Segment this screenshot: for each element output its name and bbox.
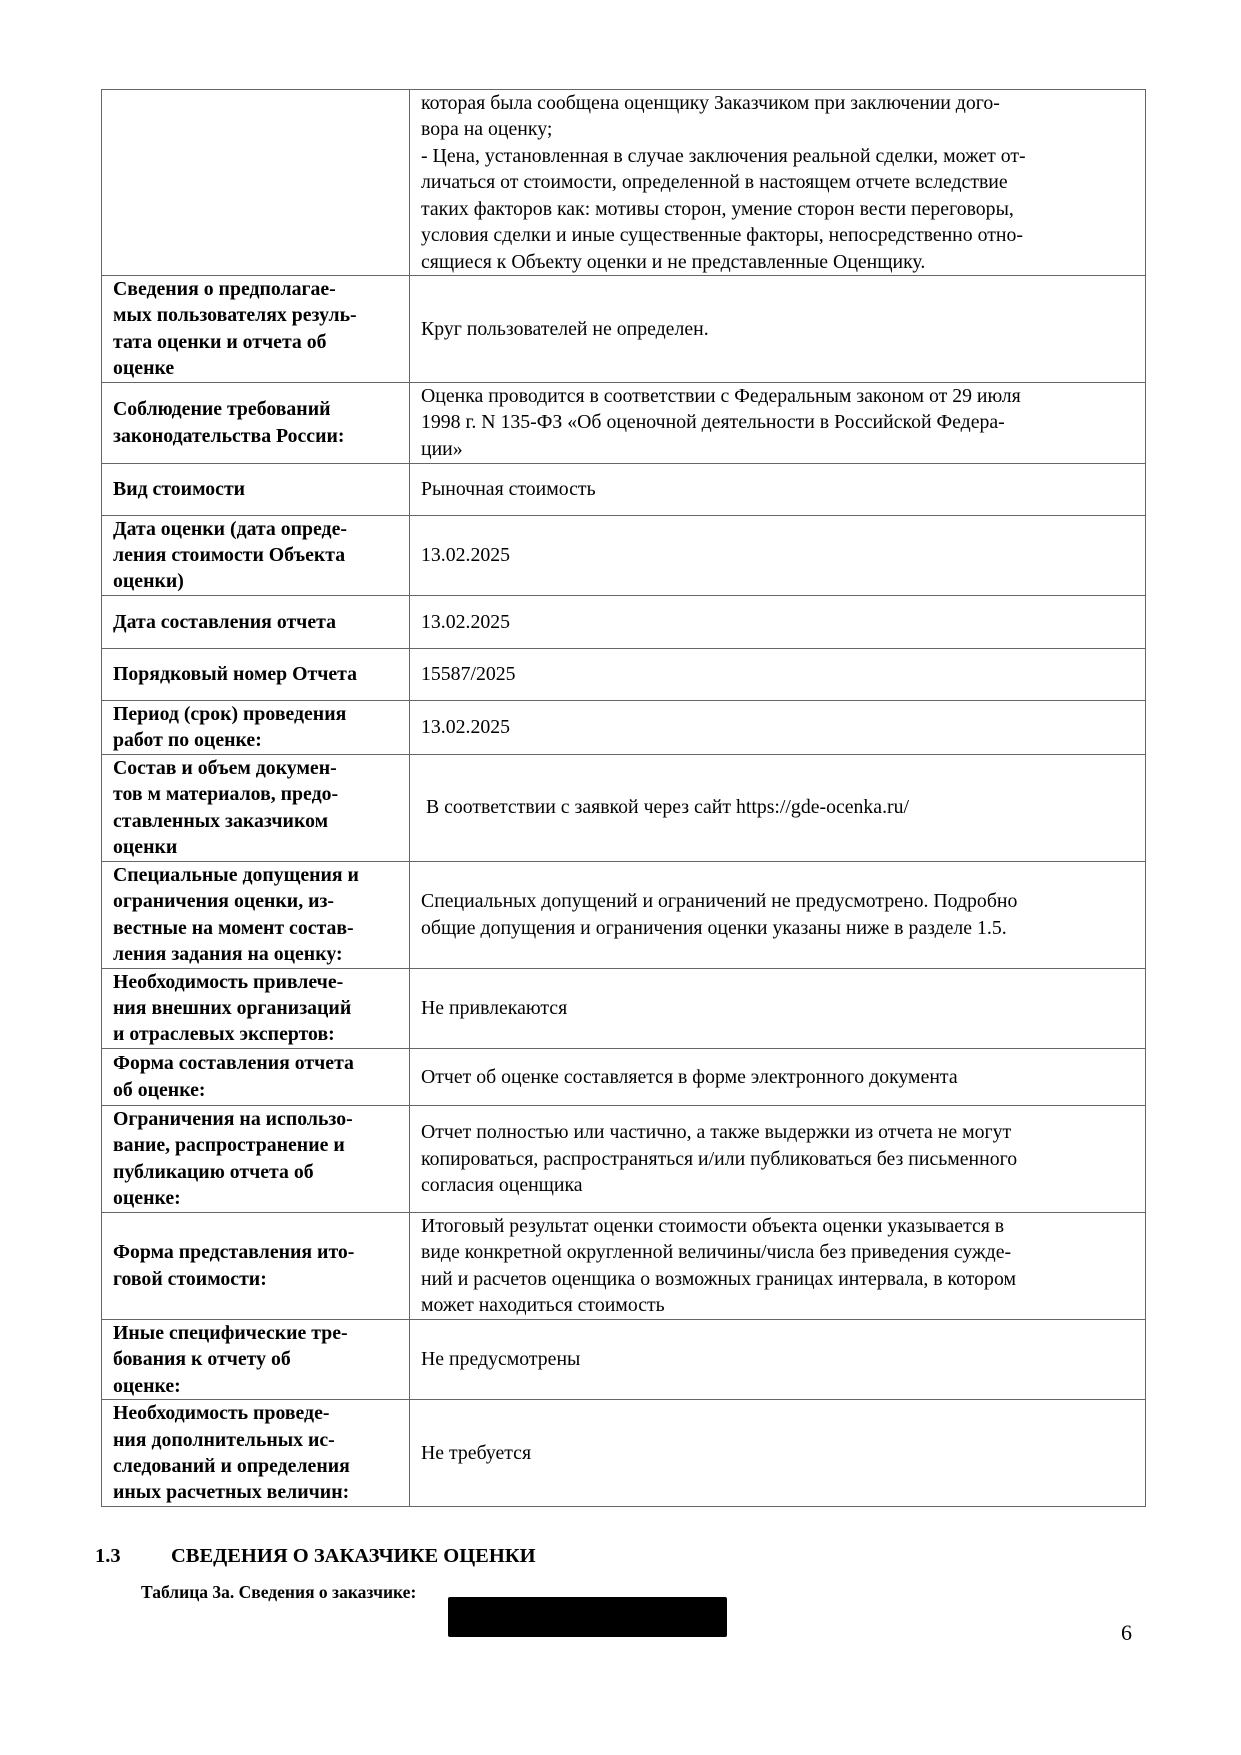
row-value: [410, 1319, 1146, 1399]
value-line: 13.02.2025: [421, 544, 511, 567]
label-line: иных расчетных величин:: [113, 1481, 350, 1504]
label-line: мых пользователях резуль-: [113, 304, 357, 327]
value-line: Итоговый результат оценки стоимости объекта оценки указывается в: [421, 1215, 1005, 1238]
value-line: В соответствии с заявкой через сайт https://gde-ocenka.ru/: [421, 796, 910, 819]
value-line: личаться от стоимости, определенной в настоящем отчете вследствие: [421, 171, 1008, 194]
label-line: работ по оценке:: [113, 729, 262, 752]
value-line: Не привлекаются: [421, 997, 568, 1020]
label-line: бования к отчету об: [113, 1348, 291, 1371]
label-line: Дата оценки (дата опреде-: [113, 517, 347, 540]
label-line: публикацию отчета об: [113, 1160, 314, 1183]
value-line: 1998 г. N 135-ФЗ «Об оценочной деятельности в Российской Федера-: [421, 411, 1005, 434]
label-line: Дата составления отчета: [113, 610, 336, 633]
table-row: [102, 276, 1146, 383]
table-row: [102, 754, 1146, 861]
row-label: [102, 1400, 410, 1507]
value-line: Не требуется: [421, 1441, 532, 1464]
table-row: [102, 1048, 1146, 1105]
label-line: оценке:: [113, 1374, 181, 1397]
label-line: ления задания на оценку:: [113, 943, 343, 966]
label-line: об оценке:: [113, 1078, 206, 1101]
row-label: [102, 700, 410, 754]
row-label: [102, 515, 410, 595]
label-line: говой стоимости:: [113, 1267, 267, 1290]
label-line: оценке:: [113, 1187, 181, 1210]
row-value: [410, 1212, 1146, 1319]
value-line: 13.02.2025: [421, 716, 511, 739]
value-line: может находиться стоимость: [421, 1294, 665, 1317]
label-line: ставленных заказчиком: [113, 809, 329, 832]
table-row: [102, 861, 1146, 968]
row-label: [102, 1212, 410, 1319]
row-label: [102, 382, 410, 463]
table-row: [102, 648, 1146, 700]
table-row: [102, 1212, 1146, 1319]
label-line: Необходимость привлече-: [113, 970, 344, 993]
value-line: условия сделки и иные существенные факторы, непосредственно отно-: [421, 224, 1023, 247]
row-value: [410, 382, 1146, 463]
row-value: [410, 1105, 1146, 1212]
label-line: Форма представления ито-: [113, 1241, 355, 1264]
value-line: сящиеся к Объекту оценки и не представленные Оценщику.: [421, 250, 926, 273]
table-row: [102, 382, 1146, 463]
label-line: Вид стоимости: [113, 477, 246, 500]
section-heading: [95, 1545, 536, 1568]
row-label: [102, 1319, 410, 1399]
page-number: 6: [1121, 1620, 1132, 1645]
row-value: [410, 1048, 1146, 1105]
value-line: ний и расчетов оценщика о возможных границах интервала, в котором: [421, 1267, 1016, 1290]
label-line: оценки): [113, 570, 184, 593]
label-line: Порядковый номер Отчета: [113, 663, 357, 686]
table-row: [102, 90, 1146, 276]
value-line: Отчет полностью или частично, а также выдержки из отчета не могут: [421, 1121, 1012, 1144]
value-line: общие допущения и ограничения оценки указаны ниже в разделе 1.5.: [421, 916, 1007, 939]
table-row: [102, 1105, 1146, 1212]
label-line: тата оценки и отчета об: [113, 330, 327, 353]
row-value: [410, 595, 1146, 648]
row-value: [410, 276, 1146, 383]
label-line: ограничения оценки, из-: [113, 890, 335, 913]
redaction-box: [448, 1597, 727, 1637]
row-value: [410, 648, 1146, 700]
row-label: [102, 861, 410, 968]
row-label: [102, 276, 410, 383]
label-line: Ограничения на использо-: [113, 1108, 353, 1131]
row-value: [410, 463, 1146, 515]
section-number: 1.3: [95, 1545, 121, 1567]
table-row: [102, 1319, 1146, 1399]
label-line: вание, распространение и: [113, 1134, 345, 1157]
value-line: копироваться, распространяться и/или публиковаться без письменного: [421, 1147, 1018, 1170]
table-row: [102, 700, 1146, 754]
row-label: [102, 1105, 410, 1212]
row-value: [410, 754, 1146, 861]
row-value: [410, 861, 1146, 968]
table-row: [102, 595, 1146, 648]
row-label: [102, 595, 410, 648]
value-line: 15587/2025: [421, 663, 516, 686]
label-line: ния внешних организаций: [113, 997, 352, 1020]
table-row: [102, 968, 1146, 1048]
value-line: вора на оценку;: [421, 118, 553, 141]
row-value: [410, 968, 1146, 1048]
value-line: которая была сообщена оценщику Заказчиком при заключении дого-: [421, 92, 1000, 115]
label-line: Состав и объем докумен-: [113, 756, 337, 779]
label-line: Необходимость проведе-: [113, 1402, 330, 1425]
label-line: ления стоимости Объекта: [113, 544, 346, 567]
table-row: [102, 515, 1146, 595]
table-row: [102, 1400, 1146, 1507]
value-line: виде конкретной округленной величины/числа без приведения сужде-: [421, 1241, 1012, 1264]
value-line: Специальных допущений и ограничений не предусмотрено. Подробно: [421, 890, 1018, 913]
value-line: Отчет об оценке составляется в форме электронного документа: [421, 1065, 958, 1088]
table-caption: Таблица 3а. Сведения о заказчике:: [141, 1582, 417, 1602]
row-label: [102, 1048, 410, 1105]
value-line: Рыночная стоимость: [421, 477, 596, 500]
value-line: Круг пользователей не определен.: [421, 317, 709, 340]
row-value: [410, 700, 1146, 754]
value-line: 13.02.2025: [421, 610, 511, 633]
value-line: таких факторов как: мотивы сторон, умение сторон вести переговоры,: [421, 197, 1014, 220]
value-line: согласия оценщика: [421, 1174, 583, 1197]
label-line: оценке: [113, 357, 175, 380]
label-line: Сведения о предполагае-: [113, 278, 336, 300]
section-title: СВЕДЕНИЯ О ЗАКАЗЧИКЕ ОЦЕНКИ: [171, 1545, 536, 1567]
label-line: Специальные допущения и: [113, 863, 359, 886]
value-line: Оценка проводится в соответствии с Федеральным законом от 29 июля: [421, 385, 1021, 408]
label-line: Соблюдение требований: [113, 398, 331, 421]
label-line: Период (срок) проведения: [113, 702, 347, 725]
row-label: [102, 648, 410, 700]
label-line: ния дополнительных ис-: [113, 1428, 335, 1451]
label-line: законодательства России:: [113, 424, 345, 447]
row-value: [410, 515, 1146, 595]
row-label: [102, 968, 410, 1048]
row-label: [102, 463, 410, 515]
label-line: и отраслевых экспертов:: [113, 1023, 335, 1046]
label-line: оценки: [113, 836, 178, 859]
label-line: следований и определения: [113, 1454, 350, 1477]
row-label: [102, 90, 410, 276]
assessment-spec-table: [101, 89, 1146, 1507]
row-label: [102, 754, 410, 861]
value-line: - Цена, установленная в случае заключения реальной сделки, может от-: [421, 144, 1026, 167]
table-row: [102, 463, 1146, 515]
label-line: Форма составления отчета: [113, 1052, 354, 1075]
row-value: [410, 90, 1146, 276]
value-line: Не предусмотрены: [421, 1348, 581, 1371]
value-line: ции»: [421, 437, 463, 460]
row-value: [410, 1400, 1146, 1507]
label-line: тов м материалов, предо-: [113, 783, 339, 806]
label-line: Иные специфические тре-: [113, 1321, 348, 1344]
label-line: вестные на момент состав-: [113, 916, 354, 939]
